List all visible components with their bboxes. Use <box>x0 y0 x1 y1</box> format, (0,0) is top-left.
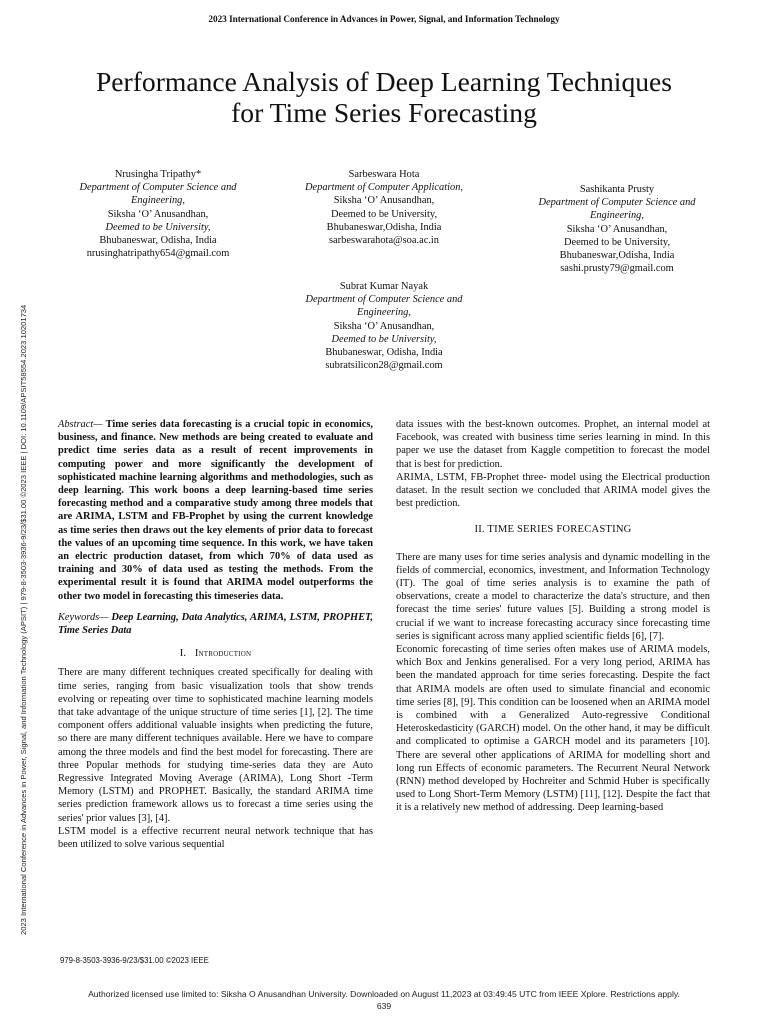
author-city: Bhubaneswar,Odisha, India <box>326 221 442 233</box>
right-paragraph-1: data issues with the best-known outcomes. Prophet, an internal model at Facebook, was created with business time series learning in mind. In this paper we use the dataset from Kaggle competition to forecast the model that is best for prediction. <box>396 419 710 470</box>
author-university: Siksha ‘O’ Anusandhan, <box>107 208 209 220</box>
author-name: Sashikanta Prusty <box>579 184 655 195</box>
author-university: Siksha ‘O’ Anusandhan, <box>333 195 435 207</box>
tsf-paragraph-2: Economic forecasting of time series often makes use of ARIMA models, which Box and Jenkins generalised. For a very long period, ARIMA has been the mandated approach for time series forecasting. Despite the fact that ARIMA models are often used to simulate financial and economic time series [8], [9]. This condition can be loosened when an ARIMA model is combined with a Generalized Auto-regressive Conditional Heteroskedasticity (GARCH) model. On the other hand, it may be difficult and complicated to optimise a GARCH model and its parameters [10]. There are several other applications of ARIMA for modelling short and long run Effects of economic parameters. The Recurrent Neural Network (RNN) method developed by Hochreiter and Schmid Huber is specifically used to Long Short-Term Memory (LSTM) [11], [12]. Despite the fact that it is a relatively new method of addressing. Deep learning-based <box>396 644 710 814</box>
paper-title <box>40 66 728 128</box>
conference-header: 2023 International Conference in Advances in Power, Signal, and Information Technology <box>208 14 560 24</box>
section-title: Introduction <box>194 648 252 660</box>
right-column <box>396 418 710 815</box>
abstract <box>58 418 373 603</box>
keywords-lead: Keywords— <box>58 611 109 623</box>
author-department: Department of Computer Application, <box>305 182 463 194</box>
author-email: sashi.prusty79@gmail.com <box>560 263 674 275</box>
right-paragraph-2: ARIMA, LSTM, FB-Prophet three- model using the Electrical production dataset. In the result section we concluded that ARIMA model gives the best prediction. <box>396 471 710 510</box>
author-department: Department of Computer Science and Engineering, <box>538 197 696 222</box>
author-deemed: Deemed to be University, <box>105 221 211 233</box>
title-line-2: for Time Series Forecasting <box>231 97 537 128</box>
author-name: Subrat Kumar Nayak <box>339 281 429 292</box>
author-block-2 <box>286 168 482 247</box>
author-email: nrusinghatripathy654@gmail.com <box>86 248 230 260</box>
author-university: Siksha ‘O’ Anusandhan, <box>566 223 668 235</box>
author-name: Sarbeswara Hota <box>348 169 420 180</box>
author-deemed: Deemed to be University, <box>331 333 437 345</box>
abstract-text: Time series data forecasting is a crucial topic in economics, business, and finance. New methods are being created to evaluate and predict time series data as a result of recent improvements in computing power and more significantly the development of sophisticated machine learning algorithms and methodologies, such as deep learning. This work boons a deep learning-based time series forecasting method and a comparative study among three models that are ARIMA, LSTM and FB-Prophet by using the current knowledge as time series then draws out the key elements of prior data to forecast the values of an upcoming time sequence. In this work, we have taken an electric production dataset, from which 70% of data used as training and 30% of data used as testing the methods. From the experimental result it is found that ARIMA model outperforms the other two model in forecasting this timeseries data. <box>58 419 373 602</box>
author-email: subratsilicon28@gmail.com <box>325 360 443 372</box>
author-department: Department of Computer Science and Engineering, <box>305 294 463 319</box>
author-block-1 <box>58 168 258 260</box>
intro-paragraph-2: LSTM model is a effective recurrent neural network technique that has been utilized to solve various sequential <box>58 825 373 851</box>
keywords-text: Deep Learning, Data Analytics, ARIMA, LSTM, PROPHET, Time Series Data <box>58 611 373 637</box>
author-block-3 <box>522 183 712 275</box>
section-heading-introduction <box>58 647 373 660</box>
title-line-1: Performance Analysis of Deep Learning Techniques <box>95 66 673 97</box>
author-department: Department of Computer Science and Engineering, <box>79 182 237 207</box>
abstract-lead: Abstract— <box>58 419 103 430</box>
author-city: Bhubaneswar,Odisha, India <box>559 250 675 262</box>
author-block-4 <box>286 280 482 372</box>
author-deemed: Deemed to be University, <box>330 208 438 220</box>
section-number: I. <box>179 648 187 660</box>
keywords <box>58 611 373 637</box>
tsf-paragraph-1: There are many uses for time series analysis and dynamic modelling in the fields of commercial, economics, investment, and Information Technology (IT). The goal of time series analysis is to examine the path of observations, create a model to characterize the data's structure, and then forecast the time series' future values [5]. Building a strong model is crucial if we want to increase forecasting accuracy since forecasting time series is significant across many applied scientific fields [6], [7]. <box>396 551 710 642</box>
intro-paragraph-1: There are many different techniques created specifically for dealing with time series, ranging from basic visualization tools that show trends evolving or repeating over time to sophisticated machine learning models that take advantage of the unique structure of time series [1], [2]. The time component offers additional valuable insights when predicting the future, so there are many different techniques available. Here we have to compare among the three models and find the best model for forecasting. There are three Popular methods for studying time-series data they are Auto Regressive Integrated Moving Average (ARIMA), Long Short -Term Memory (LSTM) and PROPHET. Basically, the standard ARIMA time series prediction framework allows us to forecast a time series using the series' prior values [3], [4]. <box>58 667 373 824</box>
author-city: Bhubaneswar, Odisha, India <box>325 347 443 359</box>
left-column <box>58 418 373 851</box>
section-heading-time-series-forecasting: II. TIME SERIES FORECASTING <box>474 524 632 536</box>
author-university: Siksha ‘O’ Anusandhan, <box>333 320 435 332</box>
side-identifier-strip: 2023 International Conference in Advances in Power, Signal, and Information Technology (APSIT) | 979-8-3503-3936-9/23/$31.00 ©2023 IEEE | DOI: 10.1109/APSIT58554.2023.10201734 <box>19 304 28 935</box>
page-number: 639 <box>376 1001 392 1011</box>
copyright-line: 979-8-3503-3936-9/23/$31.00 ©2023 IEEE <box>60 956 209 965</box>
license-footer: Authorized licensed use limited to: Siksha O Anusandhan University. Downloaded on August 11,2023 at 03:49:45 UTC from IEEE Xplore. Restrictions apply. <box>88 989 680 999</box>
author-email: sarbeswarahota@soa.ac.in <box>329 235 439 247</box>
author-deemed: Deemed to be University, <box>563 236 671 248</box>
author-name: Nrusingha Tripathy* <box>114 169 202 180</box>
author-city: Bhubaneswar, Odisha, India <box>99 235 217 247</box>
